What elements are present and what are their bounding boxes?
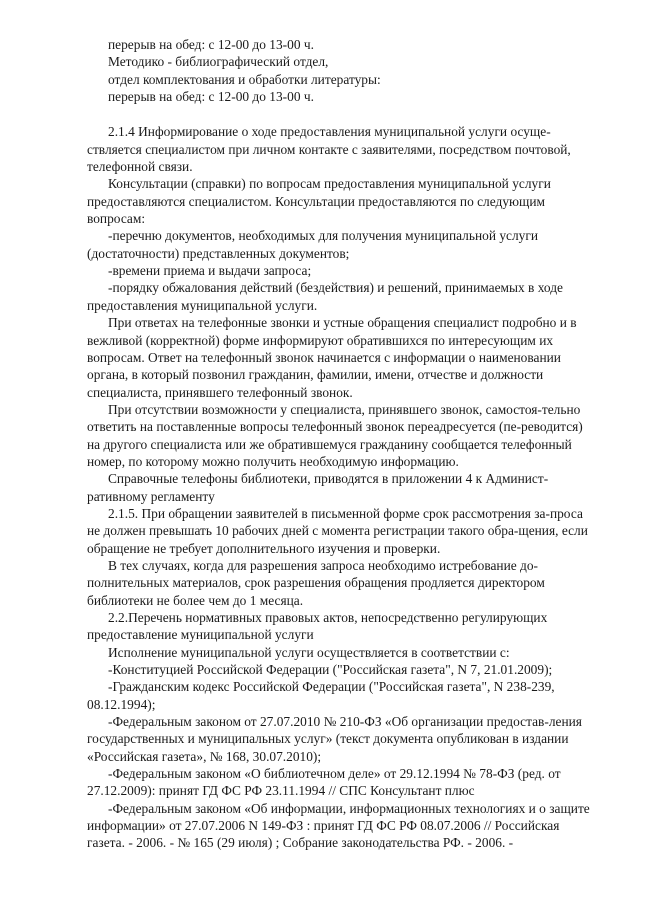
schedule-line: перерыв на обед: с 12-00 до 13-00 ч. — [108, 89, 314, 105]
legal-act-item: -Гражданским кодекс Российской Федерации ("Российская газета", N 238-239, 08.12.1994); — [87, 679, 555, 712]
section-2-1-5-paragraph: 2.1.5. При обращении заявителей в письменной форме срок рассмотрения за-проса не должен превышать 10 рабочих дней с момента регистрации такого обра-щения, если обращение не требует дополнительного изучения и проверки. — [87, 505, 588, 556]
schedule-line: Методико - библиографический отдел, — [108, 54, 329, 70]
consultations-paragraph: Консультации (справки) по вопросам предоставления муниципальной услуги предоставляются специалистом. Консультации предоставляются по следующим вопросам: — [87, 176, 551, 227]
call-redirect-paragraph: При отсутствии возможности у специалиста, принявшего звонок, самостоя-тельно ответить на поставленные вопросы телефонный звонок переадресуется (пе-реводится) на другого специалиста или же обратившемуся гражданину сообщается телефонный номер, по которому можно получить необходимую информацию. — [87, 401, 583, 469]
compliance-intro: Исполнение муниципальной услуги осуществляется в соответствии с: — [108, 644, 510, 660]
section-2-2-heading: 2.2.Перечень нормативных правовых актов, непосредственно регулирующих предоставление муниципальной услуги — [87, 610, 548, 643]
list-item: -времени приема и выдачи запроса; — [108, 263, 312, 279]
legal-act-item: -Конституцией Российской Федерации ("Российская газета", N 7, 21.01.2009); — [108, 662, 553, 678]
document-body — [87, 36, 597, 852]
extension-paragraph: В тех случаях, когда для разрешения запроса необходимо истребование до-полнительных материалов, срок разрешения обращения продляется директором библиотеки не более чем до 1 месяца. — [87, 557, 545, 608]
reference-phones-paragraph: Справочные телефоны библиотеки, приводятся в приложении 4 к Админист-ративному регламенту — [87, 471, 549, 504]
schedule-line: перерыв на обед: с 12-00 до 13-00 ч. — [108, 37, 314, 52]
paragraph-spacer — [87, 105, 597, 123]
list-item: -порядку обжалования действий (бездействия) и решений, принимаемых в ходе предоставления муниципальной услуги. — [87, 280, 563, 313]
legal-act-item: -Федеральным законом «Об информации, информационных технологиях и о защите информации» от 27.07.2006 N 149-ФЗ : принят ГД ФС РФ 08.07.2006 // Российская газета. - 2006. - № 165 (29 июля) ; Собрание законодательства РФ. - 2006. - — [87, 800, 590, 851]
section-2-1-4-paragraph: 2.1.4 Информирование о ходе предоставления муниципальной услуги осуще-ствляется специалистом при личном контакте с заявителями, посредством почтовой, телефонной связи. — [87, 124, 571, 175]
legal-act-item: -Федеральным законом от 27.07.2010 № 210-ФЗ «Об организации предостав-ления государственных и муниципальных услуг» (текст документа опубликован в издании «Российская газета», № 168, 30.07.2010); — [87, 714, 582, 764]
phone-answer-paragraph: При ответах на телефонные звонки и устные обращения специалист подробно и в вежливой (корректной) форме информируют обратившихся по интересующим их вопросам. Ответ на телефонный звонок начинается с информации о наименовании органа, в который позвонил гражданин, фамилии, имени, отчестве и должности специалиста, принявшего телефонный звонок. — [87, 315, 577, 400]
schedule-line: отдел комплектования и обработки литературы: — [108, 71, 381, 87]
list-item: -перечню документов, необходимых для получения муниципальной услуги (достаточности) представленных документов; — [87, 228, 539, 261]
legal-act-item: -Федеральным законом «О библиотечном деле» от 29.12.1994 № 78-ФЗ (ред. от 27.12.2009): принят ГД ФС РФ 23.11.1994 // СПС Консультант плюс — [87, 766, 561, 799]
